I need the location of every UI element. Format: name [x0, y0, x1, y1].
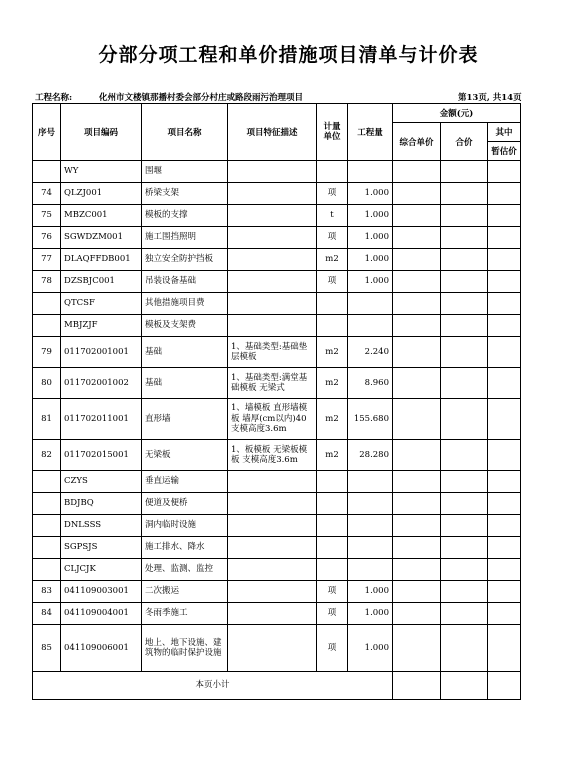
- code-cell: DNLSSS: [61, 515, 142, 537]
- amount-cell: [393, 205, 441, 227]
- code-cell: 011702001002: [61, 368, 142, 399]
- desc-cell: [228, 537, 317, 559]
- qty-cell: 1.000: [348, 581, 393, 603]
- table-row: [33, 183, 521, 205]
- name-cell: 基础: [142, 368, 228, 399]
- amount-cell: [488, 440, 521, 471]
- code-cell: DZSBJC001: [61, 271, 142, 293]
- seq-cell: [33, 515, 61, 537]
- desc-cell: [228, 205, 317, 227]
- amount-cell: [488, 559, 521, 581]
- name-cell: 其他措施项目费: [142, 293, 228, 315]
- unit-cell: t: [317, 205, 348, 227]
- seq-cell: [33, 315, 61, 337]
- amount-cell: [488, 581, 521, 603]
- amount-cell: [488, 205, 521, 227]
- table-row: [33, 368, 521, 399]
- amount-cell: [488, 515, 521, 537]
- desc-cell: [228, 493, 317, 515]
- amount-cell: [393, 603, 441, 625]
- qty-cell: 155.680: [348, 399, 393, 440]
- name-cell: 冬雨季施工: [142, 603, 228, 625]
- seq-cell: [33, 293, 61, 315]
- amount-cell: [393, 515, 441, 537]
- unit-cell: [317, 537, 348, 559]
- qty-cell: [348, 315, 393, 337]
- seq-cell: 84: [33, 603, 61, 625]
- project-label: 工程名称:: [35, 93, 73, 103]
- table-row: [33, 399, 521, 440]
- amount-cell: [441, 368, 488, 399]
- amount-cell: [488, 183, 521, 205]
- header-name: 项目名称: [142, 104, 228, 161]
- unit-cell: 项: [317, 603, 348, 625]
- unit-cell: m2: [317, 399, 348, 440]
- qty-cell: 1.000: [348, 205, 393, 227]
- amount-cell: [441, 183, 488, 205]
- seq-cell: 79: [33, 337, 61, 368]
- code-cell: WY: [61, 161, 142, 183]
- qty-cell: 1.000: [348, 227, 393, 249]
- table-row: [33, 271, 521, 293]
- amount-cell: [393, 337, 441, 368]
- unit-cell: [317, 315, 348, 337]
- amount-cell: [441, 337, 488, 368]
- subtotal-label: 本页小计: [33, 672, 393, 700]
- unit-cell: 项: [317, 625, 348, 672]
- desc-cell: [228, 581, 317, 603]
- table-row: [33, 471, 521, 493]
- qty-cell: 8.960: [348, 368, 393, 399]
- code-cell: 011702001001: [61, 337, 142, 368]
- code-cell: 011702011001: [61, 399, 142, 440]
- page-info: 第13页, 共14页: [458, 93, 522, 103]
- desc-cell: [228, 315, 317, 337]
- desc-cell: [228, 227, 317, 249]
- table-row: [33, 227, 521, 249]
- amount-cell: [393, 161, 441, 183]
- desc-cell: [228, 515, 317, 537]
- seq-cell: 83: [33, 581, 61, 603]
- amount-cell: [393, 249, 441, 271]
- qty-cell: 1.000: [348, 249, 393, 271]
- table-row: [33, 315, 521, 337]
- code-cell: MBZC001: [61, 205, 142, 227]
- code-cell: 041109006001: [61, 625, 142, 672]
- code-cell: 041109003001: [61, 581, 142, 603]
- table-row: [33, 515, 521, 537]
- table-row: [33, 205, 521, 227]
- amount-cell: [393, 183, 441, 205]
- code-cell: SGPSJS: [61, 537, 142, 559]
- name-cell: 处理、监测、监控: [142, 559, 228, 581]
- qty-cell: 1.000: [348, 271, 393, 293]
- table-row: [33, 537, 521, 559]
- unit-cell: [317, 559, 348, 581]
- seq-cell: [33, 471, 61, 493]
- amount-cell: [393, 440, 441, 471]
- qty-cell: [348, 493, 393, 515]
- unit-cell: [317, 293, 348, 315]
- unit-cell: 项: [317, 227, 348, 249]
- header-desc: 项目特征描述: [228, 104, 317, 161]
- amount-cell: [441, 399, 488, 440]
- desc-cell: [228, 471, 317, 493]
- qty-cell: [348, 293, 393, 315]
- seq-cell: 76: [33, 227, 61, 249]
- amount-cell: [441, 205, 488, 227]
- amount-cell: [441, 581, 488, 603]
- seq-cell: 74: [33, 183, 61, 205]
- amount-cell: [488, 399, 521, 440]
- project-name: 化州市文楼镇那播村委会部分村庄或路段雨污治理项目: [99, 93, 304, 103]
- unit-cell: 项: [317, 183, 348, 205]
- table-row: [33, 440, 521, 471]
- seq-cell: 82: [33, 440, 61, 471]
- code-cell: SGWDZM001: [61, 227, 142, 249]
- unit-cell: [317, 161, 348, 183]
- amount-cell: [393, 471, 441, 493]
- name-cell: 直形墙: [142, 399, 228, 440]
- amount-cell: [441, 161, 488, 183]
- subtotal-cell: [488, 672, 521, 700]
- name-cell: 地上、地下设施、建筑物的临时保护设施: [142, 625, 228, 672]
- table-row: [33, 603, 521, 625]
- amount-cell: [488, 603, 521, 625]
- name-cell: 模板的支撑: [142, 205, 228, 227]
- amount-cell: [488, 293, 521, 315]
- amount-cell: [393, 559, 441, 581]
- amount-cell: [393, 625, 441, 672]
- name-cell: 二次搬运: [142, 581, 228, 603]
- header-unit: 计量单位: [317, 104, 348, 161]
- desc-cell: [228, 183, 317, 205]
- qty-cell: [348, 471, 393, 493]
- amount-cell: [441, 559, 488, 581]
- table-body: [33, 161, 521, 672]
- amount-cell: [393, 368, 441, 399]
- amount-cell: [393, 399, 441, 440]
- seq-cell: 75: [33, 205, 61, 227]
- amount-cell: [441, 315, 488, 337]
- name-cell: 垂直运输: [142, 471, 228, 493]
- seq-cell: [33, 559, 61, 581]
- name-cell: 吊装设备基础: [142, 271, 228, 293]
- table-row: [33, 493, 521, 515]
- amount-cell: [441, 293, 488, 315]
- subtotal-cell: [393, 672, 441, 700]
- amount-cell: [488, 337, 521, 368]
- desc-cell: [228, 271, 317, 293]
- unit-cell: [317, 471, 348, 493]
- name-cell: 模板及支架费: [142, 315, 228, 337]
- code-cell: MBJZJF: [61, 315, 142, 337]
- seq-cell: 78: [33, 271, 61, 293]
- code-cell: CZYS: [61, 471, 142, 493]
- amount-cell: [393, 493, 441, 515]
- header-total: 合价: [441, 123, 488, 161]
- unit-cell: m2: [317, 249, 348, 271]
- header-code: 项目编码: [61, 104, 142, 161]
- name-cell: 桥梁支架: [142, 183, 228, 205]
- qty-cell: [348, 161, 393, 183]
- name-cell: 洞内临时设施: [142, 515, 228, 537]
- unit-cell: m2: [317, 368, 348, 399]
- desc-cell: [228, 559, 317, 581]
- amount-cell: [488, 471, 521, 493]
- amount-cell: [441, 271, 488, 293]
- header-qty: 工程量: [348, 104, 393, 161]
- code-cell: QTCSF: [61, 293, 142, 315]
- code-cell: DLAQFFDB001: [61, 249, 142, 271]
- bill-table: [32, 103, 521, 700]
- name-cell: 围堰: [142, 161, 228, 183]
- table-row: [33, 559, 521, 581]
- amount-cell: [441, 537, 488, 559]
- amount-cell: [488, 249, 521, 271]
- name-cell: 施工排水、降水: [142, 537, 228, 559]
- amount-cell: [393, 227, 441, 249]
- desc-cell: 1、墙模板 直形墙模板 墙厚(cm以内)40 支模高度3.6m: [228, 399, 317, 440]
- amount-cell: [393, 271, 441, 293]
- code-cell: BDJBQ: [61, 493, 142, 515]
- seq-cell: [33, 161, 61, 183]
- amount-cell: [441, 515, 488, 537]
- subtotal-row: [33, 672, 521, 700]
- amount-cell: [441, 493, 488, 515]
- unit-cell: 项: [317, 271, 348, 293]
- amount-cell: [393, 293, 441, 315]
- header-seq: 序号: [33, 104, 61, 161]
- desc-cell: 1、基础类型:基础垫层模板: [228, 337, 317, 368]
- amount-cell: [441, 471, 488, 493]
- table-row: [33, 249, 521, 271]
- seq-cell: [33, 537, 61, 559]
- amount-cell: [488, 227, 521, 249]
- desc-cell: [228, 603, 317, 625]
- code-cell: QLZJ001: [61, 183, 142, 205]
- qty-cell: 28.280: [348, 440, 393, 471]
- name-cell: 基础: [142, 337, 228, 368]
- amount-cell: [441, 249, 488, 271]
- name-cell: 独立安全防护挡板: [142, 249, 228, 271]
- seq-cell: 81: [33, 399, 61, 440]
- desc-cell: 1、基础类型:满堂基础模板 无梁式: [228, 368, 317, 399]
- amount-cell: [441, 603, 488, 625]
- page-title: 分部分项工程和单价措施项目清单与计价表: [98, 44, 479, 66]
- header-amount: 金额(元): [393, 104, 521, 123]
- header-provisional: 暂估价: [488, 142, 521, 161]
- header-of-which: 其中: [488, 123, 521, 142]
- amount-cell: [441, 440, 488, 471]
- amount-cell: [488, 625, 521, 672]
- seq-cell: 77: [33, 249, 61, 271]
- amount-cell: [488, 537, 521, 559]
- amount-cell: [393, 315, 441, 337]
- code-cell: 011702015001: [61, 440, 142, 471]
- desc-cell: 1、板模板 无梁板模板 支模高度3.6m: [228, 440, 317, 471]
- table-row: [33, 293, 521, 315]
- amount-cell: [488, 493, 521, 515]
- seq-cell: 85: [33, 625, 61, 672]
- amount-cell: [393, 581, 441, 603]
- amount-cell: [488, 271, 521, 293]
- qty-cell: 1.000: [348, 183, 393, 205]
- name-cell: 便道及便桥: [142, 493, 228, 515]
- unit-cell: [317, 515, 348, 537]
- qty-cell: 1.000: [348, 603, 393, 625]
- table-row: [33, 337, 521, 368]
- amount-cell: [488, 161, 521, 183]
- amount-cell: [393, 537, 441, 559]
- desc-cell: [228, 249, 317, 271]
- qty-cell: [348, 537, 393, 559]
- desc-cell: [228, 625, 317, 672]
- table-row: [33, 625, 521, 672]
- table-row: [33, 581, 521, 603]
- seq-cell: [33, 493, 61, 515]
- qty-cell: [348, 559, 393, 581]
- unit-cell: m2: [317, 337, 348, 368]
- qty-cell: 2.240: [348, 337, 393, 368]
- qty-cell: 1.000: [348, 625, 393, 672]
- desc-cell: [228, 293, 317, 315]
- seq-cell: 80: [33, 368, 61, 399]
- unit-cell: [317, 493, 348, 515]
- unit-cell: m2: [317, 440, 348, 471]
- table-row: [33, 161, 521, 183]
- name-cell: 无梁板: [142, 440, 228, 471]
- subtotal-cell: [441, 672, 488, 700]
- amount-cell: [488, 315, 521, 337]
- code-cell: 041109004001: [61, 603, 142, 625]
- desc-cell: [228, 161, 317, 183]
- qty-cell: [348, 515, 393, 537]
- unit-cell: 项: [317, 581, 348, 603]
- header-unit-price: 综合单价: [393, 123, 441, 161]
- amount-cell: [441, 625, 488, 672]
- amount-cell: [488, 368, 521, 399]
- amount-cell: [441, 227, 488, 249]
- code-cell: CLJCJK: [61, 559, 142, 581]
- name-cell: 施工围挡照明: [142, 227, 228, 249]
